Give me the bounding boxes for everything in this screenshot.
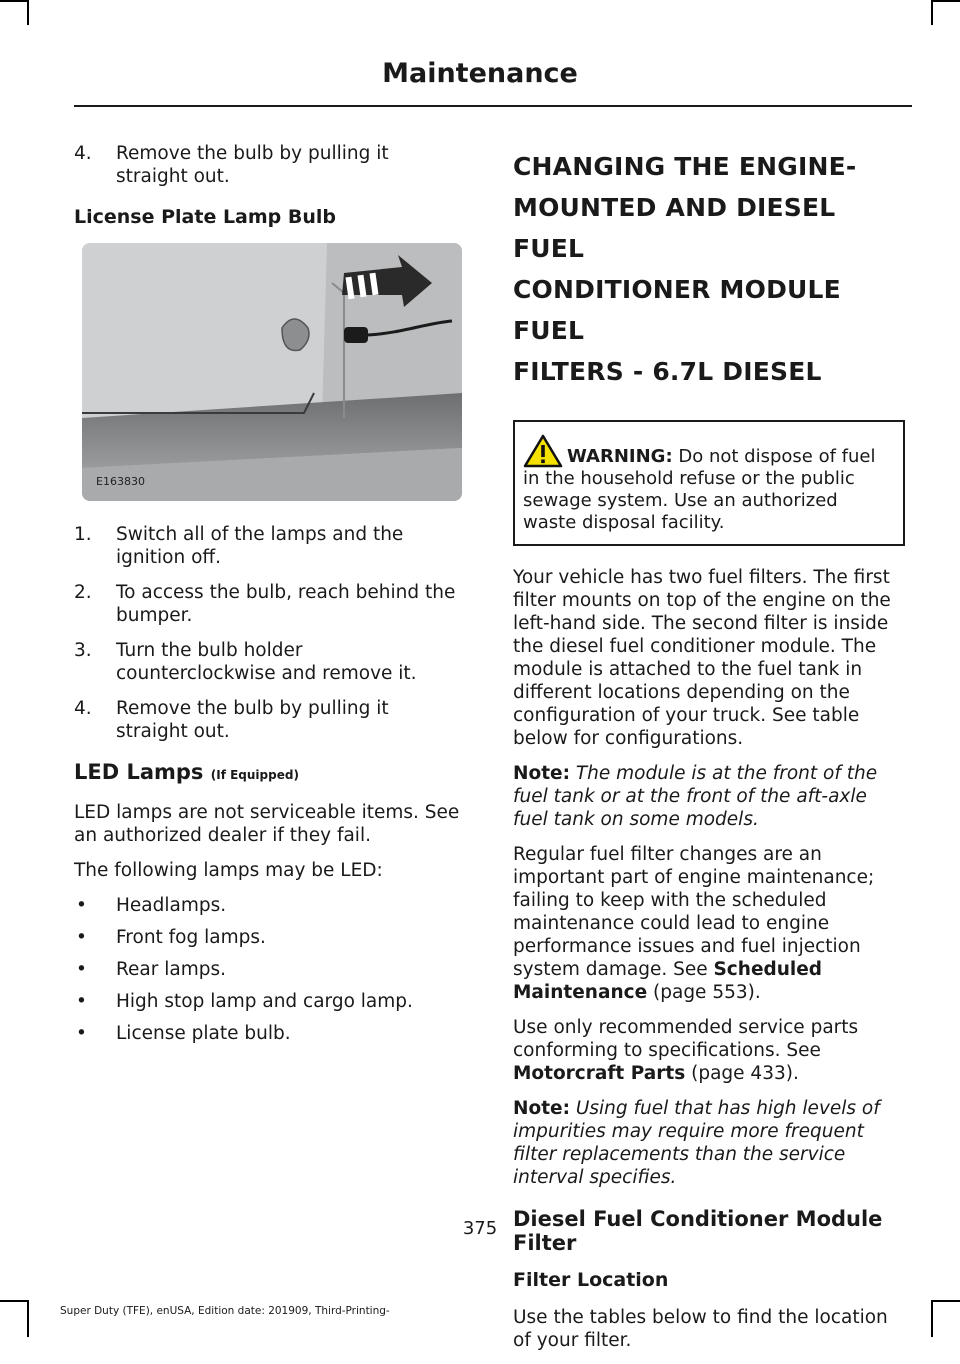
- left-column: [74, 142, 464, 1054]
- led-heading: LED Lamps: [74, 760, 204, 784]
- bumper-illustration: [82, 243, 462, 501]
- header-divider: [74, 105, 912, 107]
- list-item: [74, 1022, 464, 1045]
- paragraph: Your vehicle has two fuel filters. The first filter mounts on top of the engine on the left-hand side. The second filter is inside the diesel fuel conditioner module. The module is attached to the fuel tank in different locations depending on the configuration of your truck. See table below for configurations.: [513, 567, 891, 749]
- step-text: Remove the bulb by pulling it straight out.: [116, 143, 389, 187]
- paragraph: The following lamps may be LED:: [74, 860, 383, 881]
- list-item: [74, 926, 464, 949]
- step-number: 2.: [74, 582, 92, 603]
- list-item: [74, 142, 464, 188]
- warning-box: [513, 420, 905, 546]
- list-item: [74, 894, 464, 917]
- figure-code: E163830: [96, 475, 145, 488]
- heading-line: FILTERS - 6.7L DIESEL: [513, 357, 822, 386]
- note: [513, 1097, 905, 1189]
- list-item-text: License plate bulb.: [116, 1023, 291, 1044]
- list-item: [74, 581, 464, 627]
- page-title: Maintenance: [382, 58, 578, 89]
- motorcraft-parts-link[interactable]: Motorcraft Parts: [513, 1063, 686, 1084]
- step-text: Turn the bulb holder counterclockwise and remove it.: [116, 640, 417, 684]
- crop-mark: [0, 0, 27, 2]
- crop-mark: [931, 1300, 933, 1337]
- subsection-heading: Filter Location: [513, 1269, 669, 1291]
- page-reference: (page 553).: [647, 982, 761, 1003]
- section-heading: Diesel Fuel Conditioner Module Filter: [513, 1207, 883, 1255]
- crop-mark: [27, 1300, 29, 1337]
- crop-mark: [931, 0, 933, 25]
- paragraph: [513, 843, 905, 1004]
- warning-triangle-icon: [523, 434, 563, 468]
- bullet: •: [76, 1023, 87, 1044]
- crop-mark: [933, 0, 960, 2]
- crop-mark: [933, 1300, 960, 1302]
- list-item: [74, 990, 464, 1013]
- footer-text: Super Duty (TFE), enUSA, Edition date: 201909, Third-Printing-: [60, 1305, 390, 1317]
- step-text: Switch all of the lamps and the ignition off.: [116, 524, 404, 568]
- section-heading: License Plate Lamp Bulb: [74, 206, 337, 228]
- note-label: Note:: [513, 763, 570, 784]
- section-heading: [74, 761, 464, 787]
- bullet: •: [76, 895, 87, 916]
- chapter-heading: [513, 146, 905, 392]
- step-number: 4.: [74, 143, 92, 164]
- list-item: [74, 958, 464, 981]
- step-number: 3.: [74, 640, 92, 661]
- list-item: [74, 639, 464, 685]
- paragraph-text: Use only recommended service parts conforming to specifications. See: [513, 1017, 859, 1061]
- step-text: To access the bulb, reach behind the bumper.: [116, 582, 456, 626]
- scheduled-maintenance-link[interactable]: Scheduled Maintenance: [513, 959, 823, 1003]
- step-number: 1.: [74, 524, 92, 545]
- bullet: •: [76, 991, 87, 1012]
- list-item: [74, 697, 464, 743]
- page-number: 375: [462, 1218, 498, 1239]
- note-text: The module is at the front of the fuel tank or at the front of the aft-axle fuel tank on some models.: [513, 763, 878, 830]
- paragraph: Use the tables below to find the location of your filter.: [513, 1307, 888, 1351]
- page-reference: (page 433).: [685, 1063, 799, 1084]
- list-item: [74, 523, 464, 569]
- bullet: •: [76, 959, 87, 980]
- license-plate-lamp-figure: [82, 243, 462, 501]
- paragraph-text: Regular fuel filter changes are an important part of engine maintenance; failing to keep with the scheduled maintenance could lead to engine performance issues and fuel injection system damage. See: [513, 844, 875, 980]
- led-heading-qualifier: (If Equipped): [210, 768, 299, 782]
- list-item-text: Front fog lamps.: [116, 927, 266, 948]
- step-number: 4.: [74, 698, 92, 719]
- note-label: Note:: [513, 1098, 570, 1119]
- paragraph: [513, 1016, 905, 1085]
- note-text: Using fuel that has high levels of impurities may require more frequent filter replacements than the service interval specifies.: [513, 1098, 880, 1188]
- step-text: Remove the bulb by pulling it straight out.: [116, 698, 389, 742]
- crop-mark: [27, 0, 29, 25]
- bullet: •: [76, 927, 87, 948]
- heading-line: MOUNTED AND DIESEL FUEL: [513, 193, 836, 263]
- paragraph: LED lamps are not serviceable items. See an authorized dealer if they fail.: [74, 802, 460, 846]
- note: [513, 762, 905, 831]
- warning-label: WARNING:: [567, 446, 673, 467]
- warning-text: Do not dispose of fuel in the household refuse or the public sewage system. Use an authorized waste disposal facility.: [523, 446, 876, 533]
- list-item-text: High stop lamp and cargo lamp.: [116, 991, 413, 1012]
- heading-line: CONDITIONER MODULE FUEL: [513, 275, 841, 345]
- right-column: [513, 142, 905, 1364]
- heading-line: CHANGING THE ENGINE-: [513, 152, 857, 181]
- crop-mark: [0, 1300, 27, 1302]
- list-item-text: Rear lamps.: [116, 959, 226, 980]
- list-item-text: Headlamps.: [116, 895, 227, 916]
